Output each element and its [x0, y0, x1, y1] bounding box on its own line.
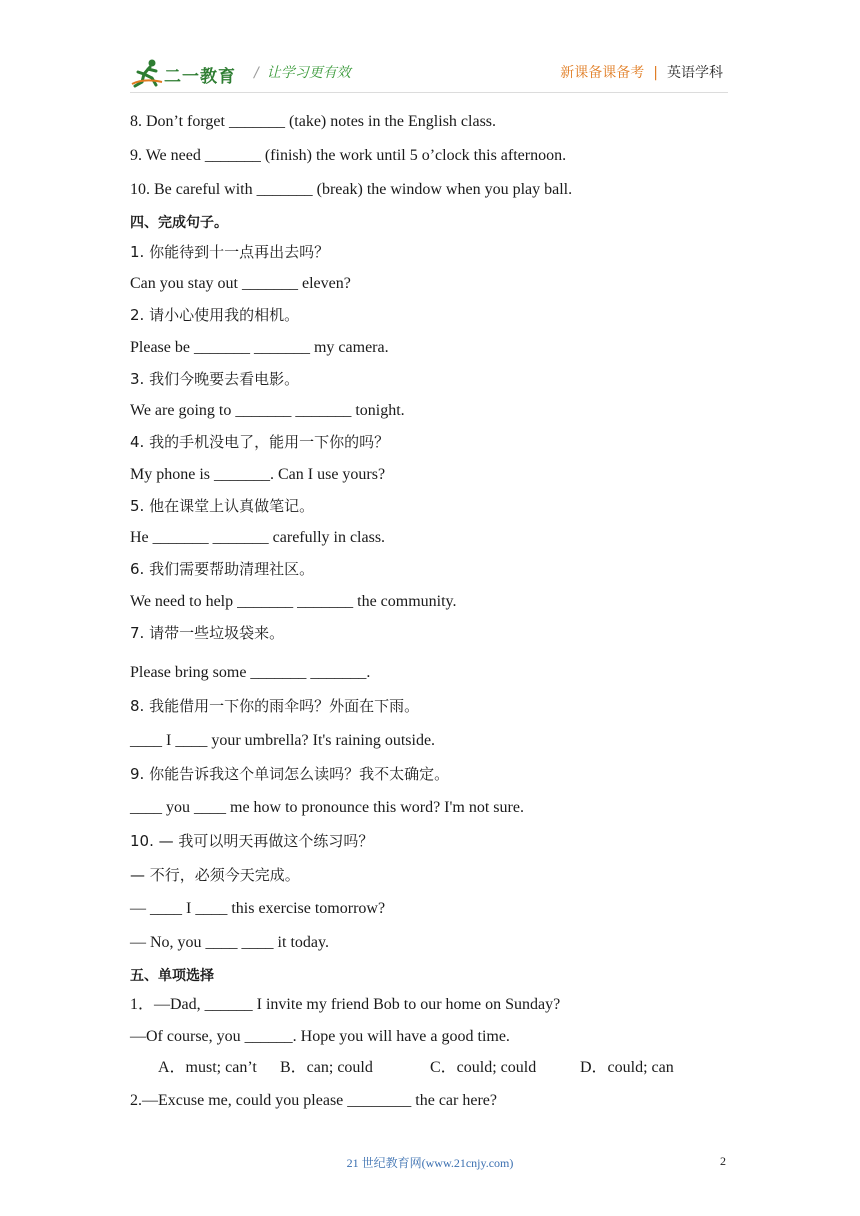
- chinese-prompt: 9. 你能告诉我这个单词怎么读吗？我不太确定。: [130, 765, 450, 783]
- exercise-line: — No, you ____ ____ it today.: [130, 934, 329, 951]
- option-a: A．must; can’t: [158, 1059, 257, 1076]
- exercise-line: We need to help _______ _______ the community.: [130, 593, 457, 610]
- logo-text: 二一教育: [164, 67, 236, 87]
- exercise-line: 10. Be careful with _______ (break) the window when you play ball.: [130, 181, 573, 198]
- exercise-line: Can you stay out _______ eleven?: [130, 275, 351, 292]
- chinese-prompt: — 不行，必须今天完成。: [130, 866, 300, 884]
- chinese-prompt: 3. 我们今晚要去看电影。: [130, 370, 300, 388]
- chinese-prompt: 2. 请小心使用我的相机。: [130, 306, 300, 324]
- exercise-line: ____ you ____ me how to pronounce this word? I'm not sure.: [130, 799, 524, 816]
- exercise-line: ____ I ____ your umbrella? It's raining outside.: [130, 732, 436, 749]
- chinese-prompt: 4. 我的手机没电了，能用一下你的吗？: [130, 433, 390, 451]
- footer-site-link[interactable]: 21 世纪教育网(www.21cnjy.com): [346, 1156, 514, 1170]
- exercise-line: Please be _______ _______ my camera.: [130, 339, 389, 356]
- header-separator: |: [653, 65, 658, 81]
- slogan: / 让学习更有效: [254, 65, 351, 81]
- exercise-line: 9. We need _______ (finish) the work until 5 o’clock this afternoon.: [130, 147, 567, 164]
- page-number: 2: [720, 1154, 726, 1168]
- section-heading: 四、完成句子。: [130, 215, 228, 231]
- question-line: 1．—Dad, ______ I invite my friend Bob to our home on Sunday?: [130, 996, 561, 1013]
- chinese-prompt: 8. 我能借用一下你的雨伞吗？外面在下雨。: [130, 697, 420, 715]
- chinese-prompt: 5. 他在课堂上认真做笔记。: [130, 497, 315, 515]
- option-d: D．could; can: [580, 1059, 674, 1076]
- exercise-line: My phone is _______. Can I use yours?: [130, 466, 386, 483]
- option-c: C．could; could: [430, 1059, 537, 1076]
- exercise-line: He _______ _______ carefully in class.: [130, 529, 386, 546]
- option-b: B．can; could: [280, 1059, 373, 1076]
- section-heading: 五、单项选择: [130, 968, 214, 984]
- logo: [130, 58, 240, 90]
- course-label: 新课备课备考: [560, 65, 645, 81]
- exercise-line: — ____ I ____ this exercise tomorrow?: [130, 900, 386, 917]
- header-right: [560, 62, 723, 82]
- runner-logo-icon: [130, 58, 164, 88]
- exercise-line: 8. Don’t forget _______ (take) notes in the English class.: [130, 113, 497, 130]
- question-line: 2.—Excuse me, could you please ________ the car here?: [130, 1092, 497, 1109]
- exercise-line: Please bring some _______ _______.: [130, 664, 371, 681]
- chinese-prompt: 6. 我们需要帮助清理社区。: [130, 560, 315, 578]
- exercise-line: We are going to _______ _______ tonight.: [130, 402, 405, 419]
- subject-label: 英语学科: [667, 65, 723, 81]
- slogan-text: 让学习更有效: [266, 65, 351, 81]
- chinese-prompt: 1. 你能待到十一点再出去吗？: [130, 243, 330, 261]
- header-divider: [130, 92, 728, 93]
- chinese-prompt: 10. — 我可以明天再做这个练习吗？: [130, 832, 374, 850]
- question-line: —Of course, you ______. Hope you will have a good time.: [130, 1028, 510, 1045]
- page-header: [0, 0, 860, 100]
- chinese-prompt: 7. 请带一些垃圾袋来。: [130, 624, 285, 642]
